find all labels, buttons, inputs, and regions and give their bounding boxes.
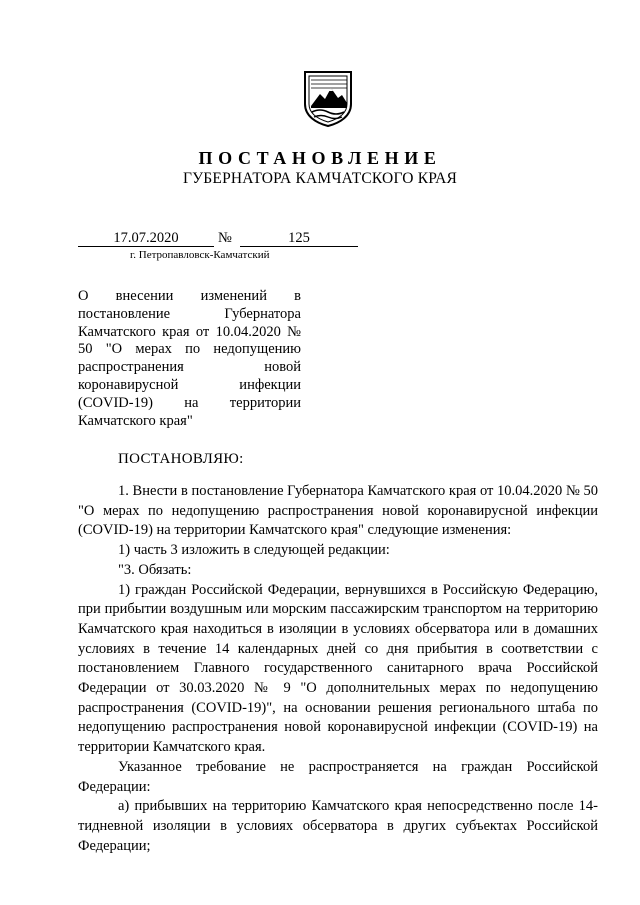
paragraph: 1) граждан Российской Федерации, вернувшихся в Российскую Федерацию, при прибытии воздушным или морским пассажирским транспортом на территорию Камчатского края находиться в изоляции в условиях обсерватора или в домашних условиях в течение 14 календарных дней со дня прибытия в соответствии с постановлением Главного государственного санитарного врача Российской Федерации от 30.03.2020 № 9 "О дополнительных мерах по недопущению распространения (COVID-19)", на основании решения регионального штаба по недопущению распространения новой коронавирусной инфекции (COVID-19) на территории Камчатского края. [78,581,598,756]
document-body [78,482,598,856]
document-city: г. Петропавловск-Камчатский [130,249,270,261]
coat-of-arms-icon [302,68,354,128]
document-title: ПОСТАНОВЛЕНИЕ [198,148,442,168]
paragraph: 1. Внести в постановление Губернатора Камчатского края от 10.04.2020 № 50 "О мерах по недопущению распространения новой коронавирусной инфекции (COVID-19) на территории Камчатского края" следующие изменения: [78,483,598,539]
paragraph: а) прибывших на территорию Камчатского края непосредственно после 14-тидневной изоляции в условиях обсерватора в других субъектах Российской Федерации; [78,798,598,854]
document-subject: О внесении изменений в постановление Губернатора Камчатского края от 10.04.2020 № 50 "О мерах по недопущению распространения новой коронавирусной инфекции (COVID-19) на территории Камчатского края" [78,288,301,429]
paragraph: "3. Обязать: [118,561,192,578]
number-sign: № [218,230,232,246]
document-date: 17.07.2020 [78,230,214,247]
document-issuer: ГУБЕРНАТОРА КАМЧАТСКОГО КРАЯ [182,170,458,187]
decree-word: ПОСТАНОВЛЯЮ: [118,451,244,467]
paragraph: 1) часть 3 изложить в следующей редакции: [118,542,390,559]
paragraph: Указанное требование не распространяется на граждан Российской Федерации: [78,758,598,795]
document-number: 125 [240,230,358,247]
